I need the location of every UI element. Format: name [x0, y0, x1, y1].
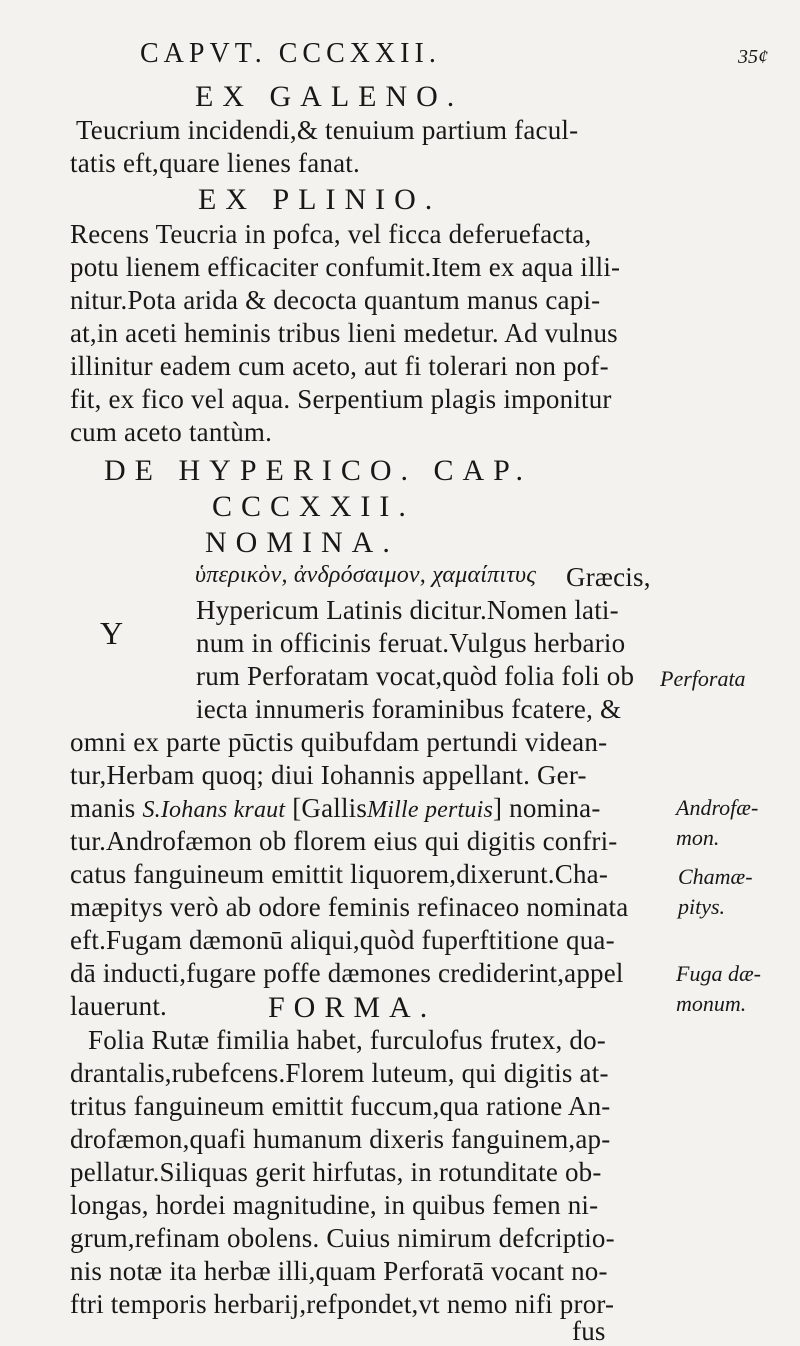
section-head-galen: EX GALENO.: [195, 80, 464, 113]
nomina-line-7: [70, 795, 601, 822]
greek-names-tail: Græcis,: [566, 562, 651, 592]
nomina-line-13: lauerunt.: [70, 991, 168, 1021]
marginal-note-fuga-1: Fuga dæ-: [676, 961, 761, 986]
forma-line-6: longas, hordei magnitudine, in quibus femen ni-: [70, 1190, 599, 1220]
galen-line-2: tatis eft,quare lienes fanat.: [70, 148, 360, 178]
pliny-line-1: Recens Teucria in pofca, vel ficca deferuefacta,: [70, 219, 592, 249]
nomina-line-1: Hypericum Latinis dicitur.Nomen lati-: [196, 595, 619, 625]
running-head-title: CAPVT. CCCXXII.: [140, 38, 441, 69]
forma-heading: FORMA.: [268, 991, 437, 1024]
greek-names: ὑπερικὸν, ἀνδρόσαιμον, χαμαίπιτυς: [195, 562, 537, 588]
catchword: fus: [572, 1316, 606, 1346]
nomina-line-12: dā inducti,fugare poffe dæmones crediderint,appel: [70, 958, 624, 988]
forma-line-4: drofæmon,quafi humanum dixeris fanguinem,ap-: [70, 1124, 611, 1154]
nomina-line-3: rum Perforatam vocat,quòd folia foli ob: [196, 661, 635, 691]
nomina-heading: NOMINA.: [205, 526, 399, 559]
nomina-line-11: eft.Fugam dæmonū aliqui,quòd fuperftitione qua-: [70, 925, 615, 955]
pliny-line-7: cum aceto tantùm.: [70, 417, 273, 447]
nomina-line-6: tur,Herbam quoq; diui Iohannis appellant. Ger-: [70, 760, 587, 790]
marginal-note-androsaemon-2: mon.: [676, 825, 720, 850]
forma-line-7: grum,refinam obolens. Cuius nimirum defcriptio-: [70, 1223, 615, 1253]
forma-line-5: pellatur.Siliquas gerit hirfutas, in rotunditate ob-: [70, 1157, 602, 1187]
section-head-pliny: EX PLINIO.: [198, 183, 442, 216]
pliny-line-3: nitur.Pota arida & decocta quantum manus capi-: [70, 285, 601, 315]
forma-line-9: ftri temporis herbarij,refpondet,vt nemo nifi pror-: [70, 1289, 615, 1319]
nomina-line-7-b: [Gallis: [292, 793, 368, 823]
folio-number: 35¢: [738, 46, 768, 68]
marginal-note-fuga-2: monum.: [676, 991, 747, 1016]
pliny-line-5: illinitur eadem cum aceto, aut fi tolerari non pof-: [70, 351, 609, 381]
nomina-line-8: tur.Androfæmon ob florem eius qui digitis confri-: [70, 826, 618, 856]
marginal-note-chamaepitys-1: Chamæ-: [678, 864, 753, 889]
pliny-line-2: potu lienem efficaciter confumit.Item ex aqua illi-: [70, 252, 621, 282]
pliny-line-6: fit, ex fico vel aqua. Serpentium plagis imponitur: [70, 384, 612, 414]
forma-line-2: drantalis,rubefcens.Florem luteum, qui digitis at-: [70, 1058, 609, 1088]
pliny-line-4: at,in aceti heminis tribus lieni medetur. Ad vulnus: [70, 318, 618, 348]
nomina-line-10: mæpitys verò ab odore feminis refinaceo nominata: [70, 892, 629, 922]
nomina-line-7-c: ] nomina-: [493, 793, 601, 823]
forma-line-3: tritus fanguineum emittit fuccum,qua ratione An-: [70, 1091, 611, 1121]
drop-initial: Y: [100, 615, 124, 651]
chapter-heading-line-2: CCCXXII.: [212, 490, 415, 523]
marginal-note-androsaemon-1: Androfæ-: [676, 795, 759, 820]
nomina-line-2: num in officinis feruat.Vulgus herbario: [196, 628, 626, 658]
nomina-line-4: iecta innumeris foraminibus fcatere, &: [196, 694, 622, 724]
nomina-line-9: catus fanguineum emittit liquorem,dixerunt.Cha-: [70, 859, 609, 889]
marginal-note-perforata: Perforata: [660, 666, 746, 691]
french-name: Mille pertuis: [367, 797, 494, 823]
marginal-note-chamaepitys-2: pitys.: [678, 894, 726, 919]
forma-line-8: nis notæ ita herbæ illi,quam Perforatā vocant no-: [70, 1256, 608, 1286]
chapter-heading-line-1: DE HYPERICO. CAP.: [104, 454, 533, 487]
nomina-line-7-a: manis: [70, 793, 136, 823]
forma-line-1: Folia Rutæ fimilia habet, furculofus frutex, do-: [88, 1025, 606, 1055]
galen-line-1: Teucrium incidendi,& tenuium partium facul-: [76, 115, 579, 145]
nomina-line-5: omni ex parte pūctis quibufdam pertundi videan-: [70, 727, 608, 757]
german-name: S.Iohans kraut: [142, 797, 286, 823]
